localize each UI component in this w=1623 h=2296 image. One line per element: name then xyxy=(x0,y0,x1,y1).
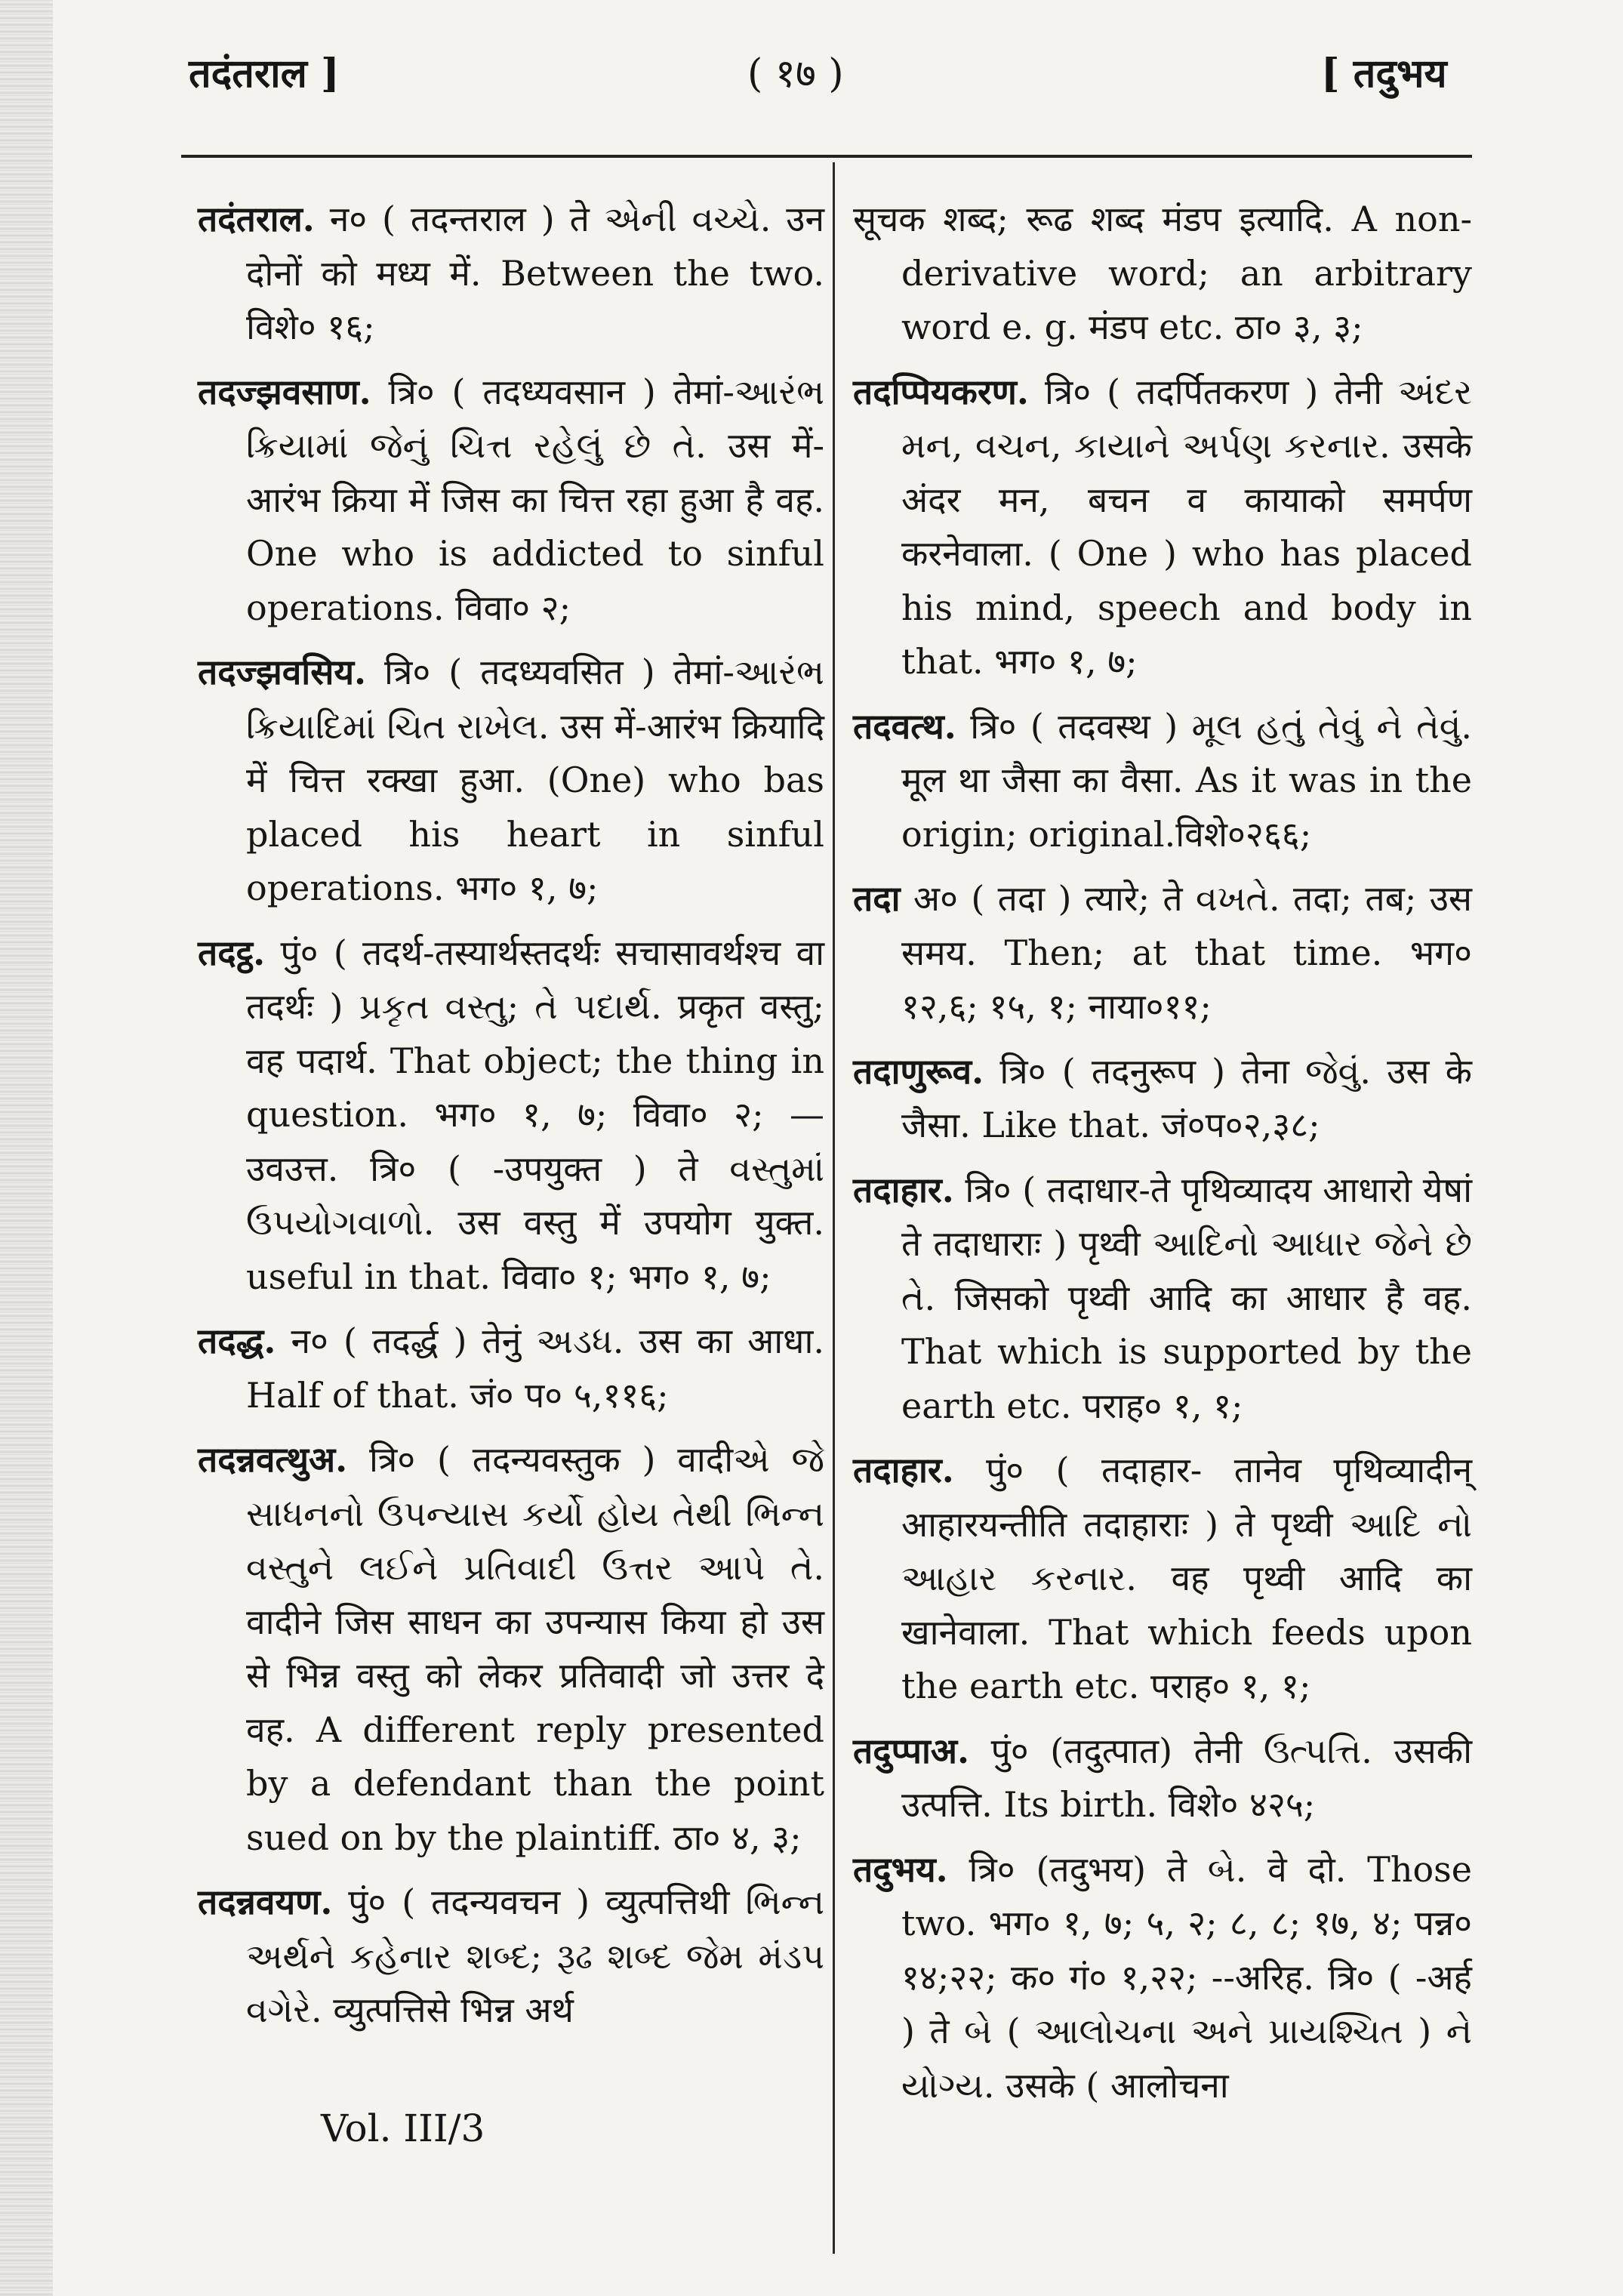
entry-headword: तदज्झवसाण. xyxy=(198,371,371,412)
dictionary-entry xyxy=(198,1314,824,1422)
dictionary-entry xyxy=(853,700,1472,862)
dictionary-entry xyxy=(198,926,824,1305)
entry-headword: तदज्झवसिय. xyxy=(198,652,367,692)
dictionary-entry xyxy=(198,1433,824,1865)
dictionary-entry xyxy=(853,1843,1472,2113)
entry-definition: त्रि० ( तदर्पितकरण ) तेनी અંદર મન, વચન, કાયાને અર્પણ કરનાર. उसके अंदर मन, बचन व कायाको समर्पण करनेवाला. ( One ) who has placed his mind, speech and body in that. भग० १, ७; xyxy=(901,371,1473,682)
entry-headword: तदवत्थ. xyxy=(853,705,956,747)
entry-definition: न० ( तदन्तराल ) ते એની વચ્ચે. उन दोनों को मध्य में. Between the two. विशे० १६; xyxy=(246,199,824,347)
header-rule xyxy=(181,155,1472,158)
header-left-guide-word: तदंतराल ] xyxy=(189,51,340,97)
entry-definition: त्रि० ( तदनुरूप ) तेना જેવું. उस के जैसा. Like that. जं०प०२,३८; xyxy=(901,1050,1472,1145)
header-right-guide-word: [ तदुभय xyxy=(1321,51,1447,97)
scan-edge xyxy=(0,0,53,2296)
entry-definition: त्रि० ( तदध्यवसित ) तेमां-આરંભ ક્રિયાદિમાં ચિત રાખેલ. उस में-आरंभ क्रियादि में चित्त रक्खा हुआ. (One) who bas placed his heart in sinful operations. भग० १, ७; xyxy=(246,652,824,908)
entry-headword: तदाणुरूव. xyxy=(853,1050,984,1092)
entry-headword: तदा xyxy=(853,878,901,919)
dictionary-entry-continued xyxy=(853,193,1472,355)
entry-definition: पुं० ( तदन्यवचन ) व्युत्पत्तिथी ભિન્ન અર્થને કહેનાર શબ્દ; રૂઢ શબ્દ જેમ મંડપ વગેરે. व्युत्पत्तिसे भिन्न अर्थ xyxy=(246,1881,824,2030)
entry-headword: तदुभय. xyxy=(853,1848,948,1890)
dictionary-entry xyxy=(198,646,824,916)
entry-headword: तदद्ध. xyxy=(198,1321,276,1361)
dictionary-entry xyxy=(853,872,1472,1034)
volume-signature: Vol. III/3 xyxy=(321,2106,485,2150)
entry-headword: तदट्ठ. xyxy=(198,932,266,973)
entry-definition: सूचक शब्द; रूढ शब्द मंडप इत्यादि. A non-derivative word; an arbitrary word e. g. मंडप etc. ठा० ३, ३; xyxy=(853,199,1472,347)
dictionary-entry xyxy=(198,1875,824,2038)
left-column xyxy=(198,193,824,2048)
entry-definition: न० ( तदर्द्ध ) तेनुं અડધ. उस का आधा. Half of that. जं० प० ५,११६; xyxy=(246,1321,824,1416)
dictionary-entry xyxy=(853,1444,1472,1714)
entry-definition: त्रि० ( तदध्यवसान ) तेमां-આરંભ ક્રિયામાં જેનું ચિત્ત રહેલું છે તે. उस में-आरंभ क्रिया में जिस का चित्त रहा हुआ है वह. One who is addicted to sinful operations. विवा० २; xyxy=(246,371,825,628)
entry-definition: त्रि० ( तदन्यवस्तुक ) वादीએ જે સાધનનો ઉપન્યાસ કર્યો હોય તેથી ભિન્ન વસ્તુને લઈને પ્રતિવાદી ઉત્તર આપે તે. वादीने जिस साधन का उपन्यास किया हो उस से भिन्न वस्तु को लेकर प्रतिवादी जो उत्तर दे वह. A different reply presented by a defendant than the point sued on by the plaintiff. ठा० ४, ३; xyxy=(246,1439,824,1858)
entry-definition: पुं० (तदुत्पात) तेनी ઉત્પત્તિ. उसकी उत्पत्ति. Its birth. विशे० ४२५; xyxy=(901,1730,1473,1825)
column-divider xyxy=(833,162,835,2254)
dictionary-entry xyxy=(853,1163,1472,1434)
dictionary-entry xyxy=(853,1045,1472,1153)
dictionary-entry xyxy=(853,365,1472,689)
entry-headword: तदुप्पाअ. xyxy=(853,1730,970,1771)
entry-headword: तदाहार. xyxy=(853,1169,954,1210)
entry-headword: तदन्नवयण. xyxy=(198,1881,333,1922)
dictionary-entry xyxy=(198,365,824,636)
entry-headword: तदाहार. xyxy=(853,1450,954,1490)
entry-headword: तदप्पियकरण. xyxy=(853,371,1029,412)
dictionary-entry xyxy=(853,1724,1472,1832)
entry-definition: पुं० ( तदर्थ-तस्यार्थस्तदर्थः सचासावर्थश्च वा तदर्थः ) પ્રકૃત વસ્તુ; તે પદાર્થ. प्रकृत वस्तु; वह पदार्थ. That object; the thing in question. भग० १, ७; विवा० २; —उवउत्त. त्रि० ( -उपयुक्त ) ते વસ્તુમાં ઉપયોગવાળો. उस वस्तु में उपयोग युक्त. useful in that. विवा० १; भग० १, ७; xyxy=(246,932,825,1297)
dictionary-entry xyxy=(198,193,824,355)
entry-definition: त्रि० ( तदवस्थ ) મૂલ હતું તેવું ને તેવું. मूल था जैसा का वैसा. As it was in the origin; original.विशे०२६६; xyxy=(901,705,1472,855)
entry-headword: तदन्नवत्थुअ. xyxy=(198,1439,348,1480)
entry-definition: पुं० ( तदाहार- तानेव पृथिव्यादीन् आहारयन्तीति तदाहाराः ) ते पृथ्वी આદિ નો આહાર કરનાર. वह पृथ्वी आदि का खानेवाला. That which feeds upon the earth etc. पराह० १, १; xyxy=(901,1450,1472,1706)
right-column xyxy=(853,193,1472,2123)
entry-definition: त्रि० ( तदाधार-ते पृथिव्यादय आधारो येषां ते तदाधाराः ) पृथ्वी આદિનો આધાર જેને છે તે. जिसको पृथ्वी आदि का आधार है वह. That which is supported by the earth etc. पराह० १, १; xyxy=(901,1169,1472,1426)
entry-definition: अ० ( तदा ) त्यारे; ते વખતે. तदा; तब; उस समय. Then; at that time. भग० १२,६; १५, १; नाया०११; xyxy=(901,878,1472,1027)
entry-definition: त्रि० (तदुभय) ते બે. वे दो. Those two. भग० १, ७; ५, २; ८, ८; १७, ४; पन्न० १४;२२; क० गं० १,२२; --अरिह. त्रि० ( -अर्ह ) ते બે ( આલોચના અને પ્રાયશ્ચિત ) ને યોગ્ય. उसके ( आलोचना xyxy=(901,1848,1473,2106)
entry-headword: तदंतराल. xyxy=(198,199,315,239)
page-number: ( १७ ) xyxy=(747,51,844,97)
